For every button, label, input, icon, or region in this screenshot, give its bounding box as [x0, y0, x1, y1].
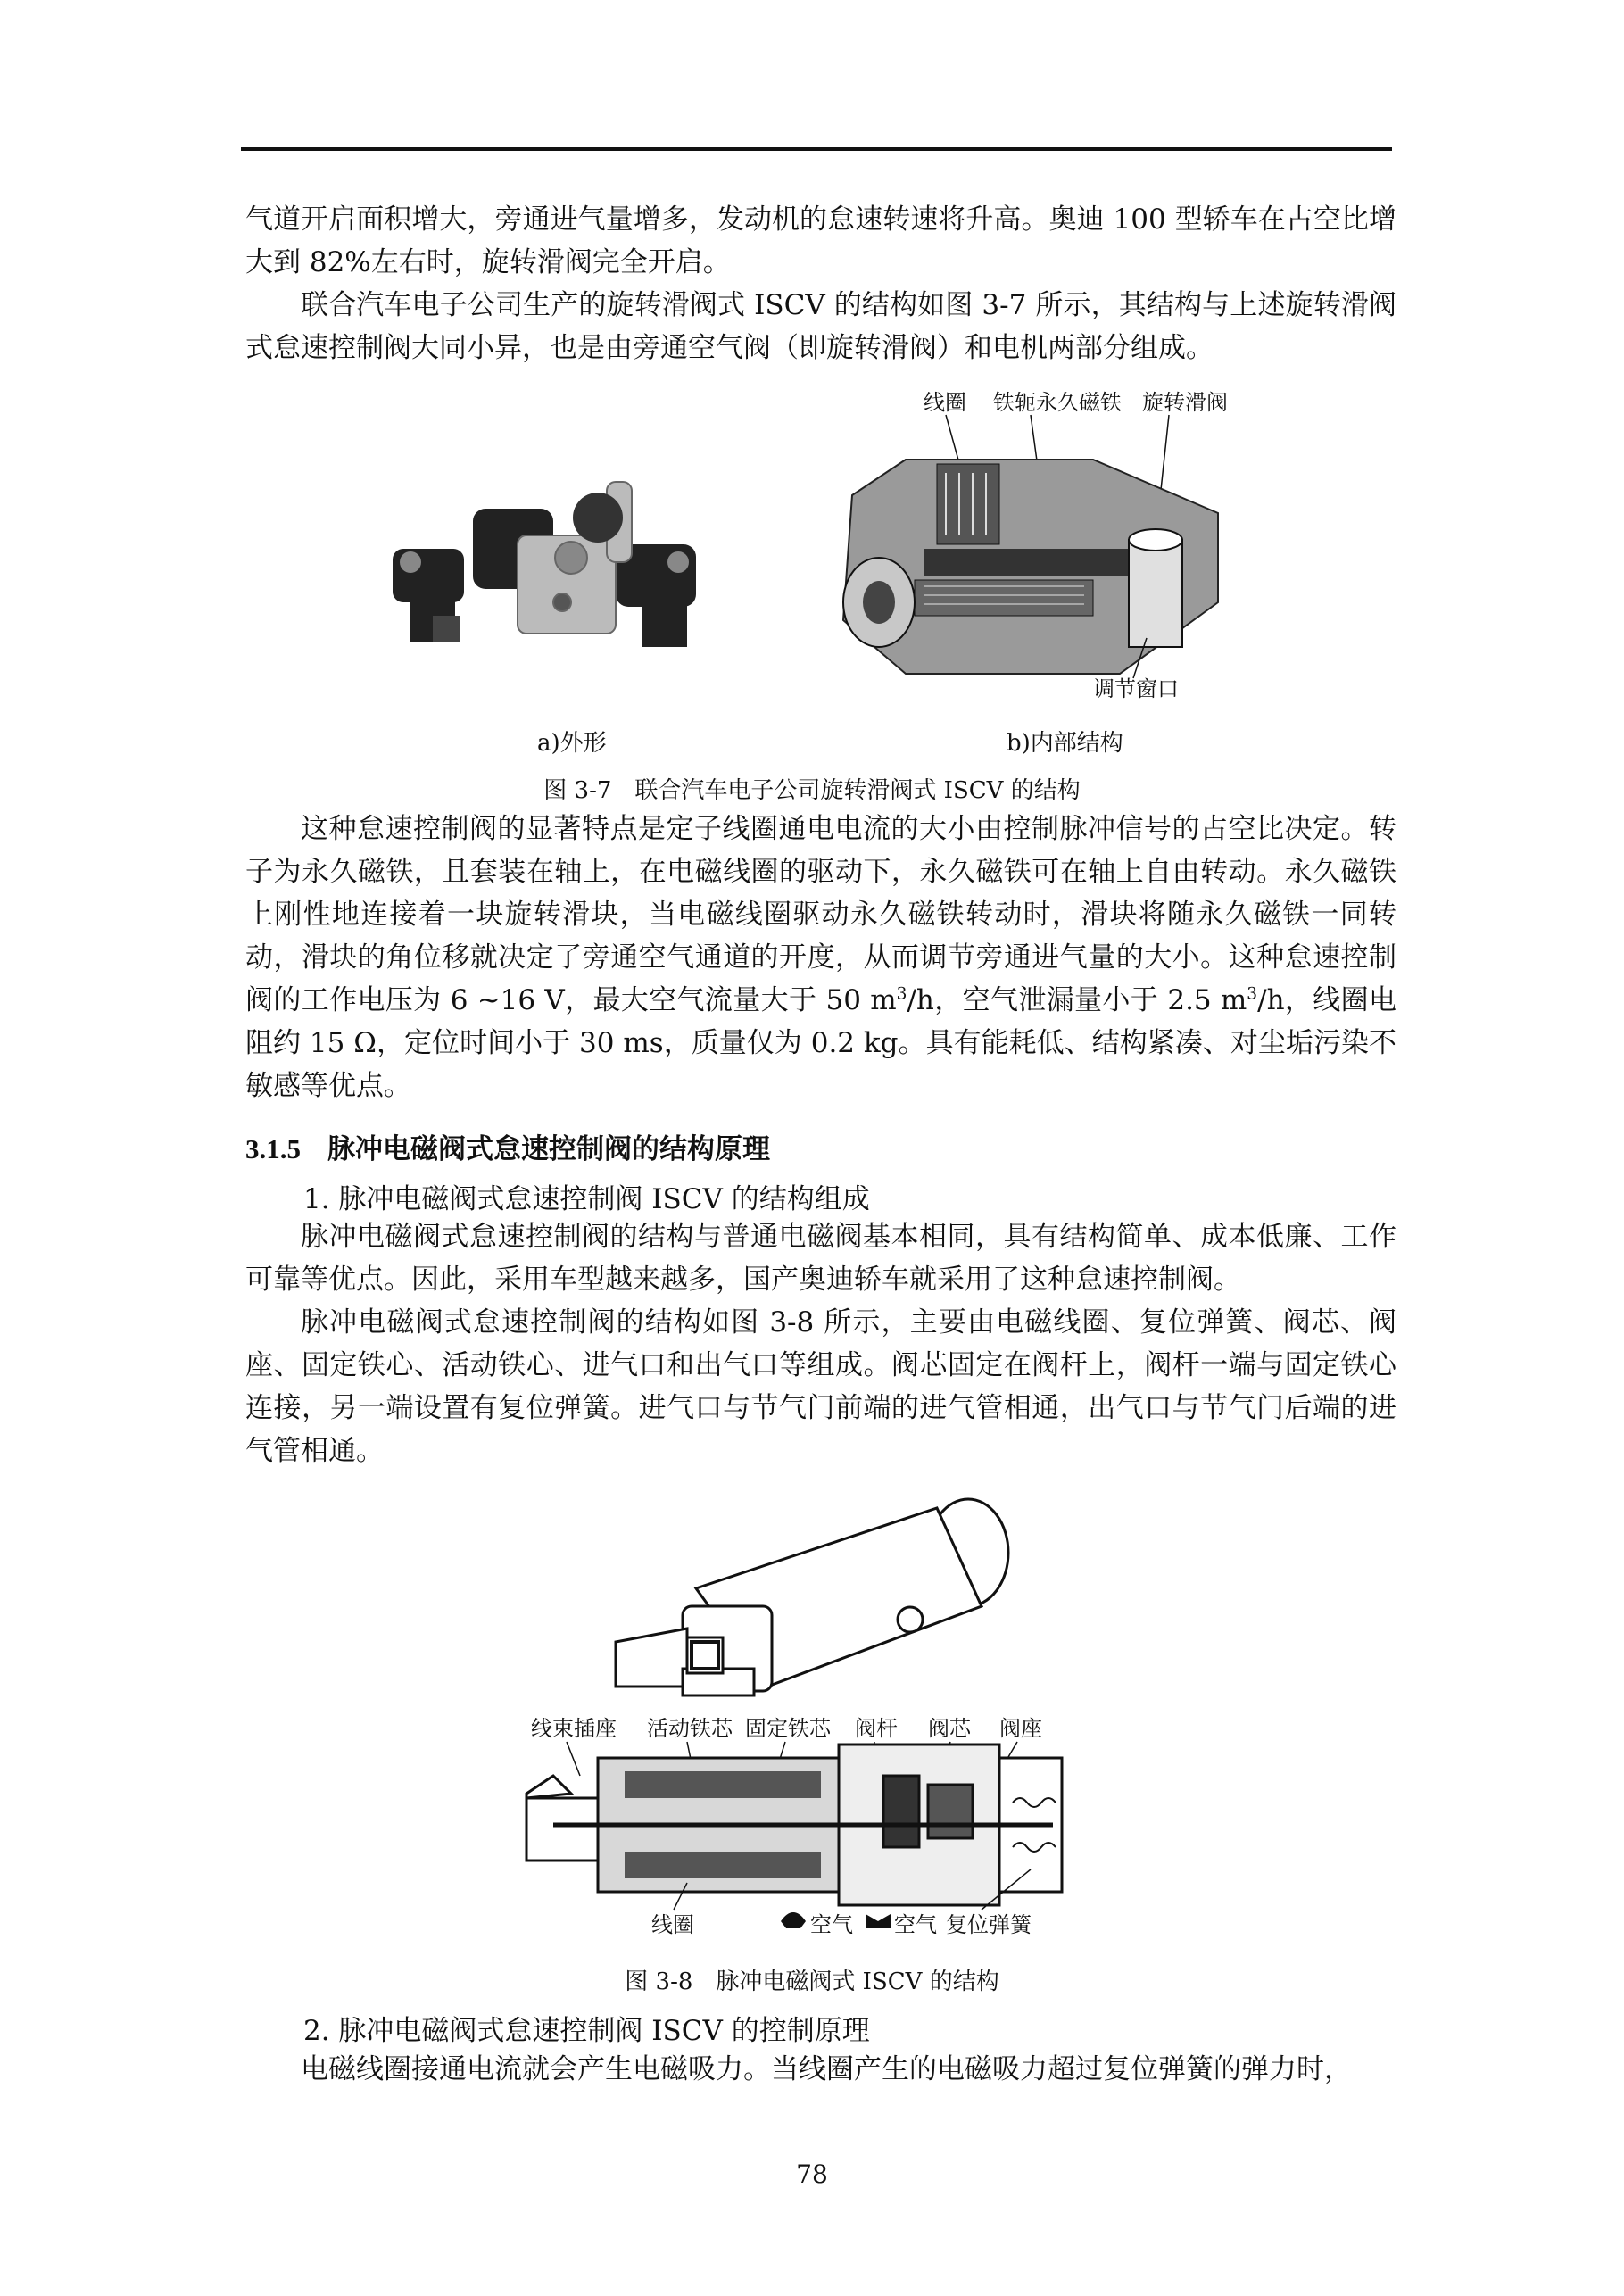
figure-3-8-diagram: [518, 1490, 1106, 1945]
label-fixed-core: 固定铁芯: [745, 1716, 831, 1741]
section-number: 3.1.5: [245, 1133, 301, 1165]
label-seat: 阀座: [999, 1716, 1042, 1741]
subheading-2: 2. 脉冲电磁阀式怠速控制阀 ISCV 的控制原理: [303, 2015, 870, 2047]
figure-3-7a-photo: [384, 464, 776, 651]
label-window: 调节窗口: [1093, 676, 1179, 701]
paragraph-3: 这种怠速控制阀的显著特点是定子线圈通电电流的大小由控制脉冲信号的占空比决定。转子为永久磁铁，且套装在轴上，在电磁线圈的驱动下，永久磁铁可在轴上自由转动。永久磁铁上刚性地连接着一块旋转滑块，当电磁线圈驱动永久磁铁转动时，滑块将随永久磁铁一同转动，滑块的角位移就决定了旁通空气通道的开度，从而调节旁通进气量的大小。这种怠速控制阀的工作电压为 6 ~16 V，最大空气流量大于 50 $m^3/h$，空气泄漏量小于 2.5 $m^3/h$，线圈电阻约 15 Ω，定位时间小于 30 ms，质量仅为 0.2 kg。具有能耗低、结构紧凑、对尘垢污染不敏感等优点。: [245, 813, 1396, 1102]
paragraph-6: 电磁线圈接通电流就会产生电磁吸力。当线圈产生的电磁吸力超过复位弹簧的弹力时，: [301, 2053, 1352, 2085]
label-slide-valve: 旋转滑阀: [1142, 390, 1228, 415]
paragraph-1: 气道开启面积增大，旁通进气量增多，发动机的怠速转速将升高。奥迪 100 型轿车在占空比增大到 82%左右时，旋转滑阀完全开启。: [245, 203, 1396, 278]
figure-3-7b-internal: [825, 388, 1245, 718]
figure-3-7a-label: a)外形: [537, 730, 607, 757]
label-coil-38: 线圈: [651, 1912, 694, 1937]
label-coil: 线圈: [924, 390, 966, 415]
air-out-icon: [866, 1914, 891, 1928]
section-heading: [245, 1126, 770, 1166]
air-in-icon: [781, 1912, 806, 1928]
page-number: 78: [796, 2159, 828, 2189]
section-title: 脉冲电磁阀式怠速控制阀的结构原理: [327, 1133, 770, 1165]
figure-3-7b-label: b)内部结构: [1007, 730, 1123, 757]
label-stem: 阀杆: [855, 1716, 898, 1741]
label-moving-core: 活动铁芯: [647, 1716, 733, 1741]
paragraph-5: 脉冲电磁阀式怠速控制阀的结构如图 3-8 所示，主要由电磁线圈、复位弹簧、阀芯、阀座、固定铁心、活动铁心、进气口和出气口等组成。阀芯固定在阀杆上，阀杆一端与固定铁心连接，另一端设置有复位弹簧。进气口与节气门前端的进气管相通，出气口与节气门后端的进气管相通。: [245, 1306, 1396, 1467]
figure-3-8-caption: 图 3-8 脉冲电磁阀式 ISCV 的结构: [625, 1969, 999, 1995]
label-spool: 阀芯: [928, 1716, 971, 1741]
subheading-1: 1. 脉冲电磁阀式怠速控制阀 ISCV 的结构组成: [303, 1183, 870, 1215]
label-air-in: 空气: [810, 1912, 853, 1937]
paragraph-4: 脉冲电磁阀式怠速控制阀的结构与普通电磁阀基本相同，具有结构简单、成本低廉、工作可靠等优点。因此，采用车型越来越多，国产奥迪轿车就采用了这种怠速控制阀。: [245, 1221, 1396, 1296]
label-air-out: 空气: [894, 1912, 937, 1937]
paragraph-2: 联合汽车电子公司生产的旋转滑阀式 ISCV 的结构如图 3-7 所示，其结构与上述旋转滑阀式怠速控制阀大同小异，也是由旁通空气阀（即旋转滑阀）和电机两部分组成。: [245, 289, 1396, 364]
figure-3-7-caption: 图 3-7 联合汽车电子公司旋转滑阀式 ISCV 的结构: [543, 777, 1081, 804]
label-spring: 复位弹簧: [946, 1912, 1032, 1937]
label-harness: 线束插座: [531, 1716, 617, 1741]
label-yoke-magnet: 铁轭永久磁铁: [993, 390, 1122, 415]
header-rule: [241, 147, 1392, 151]
